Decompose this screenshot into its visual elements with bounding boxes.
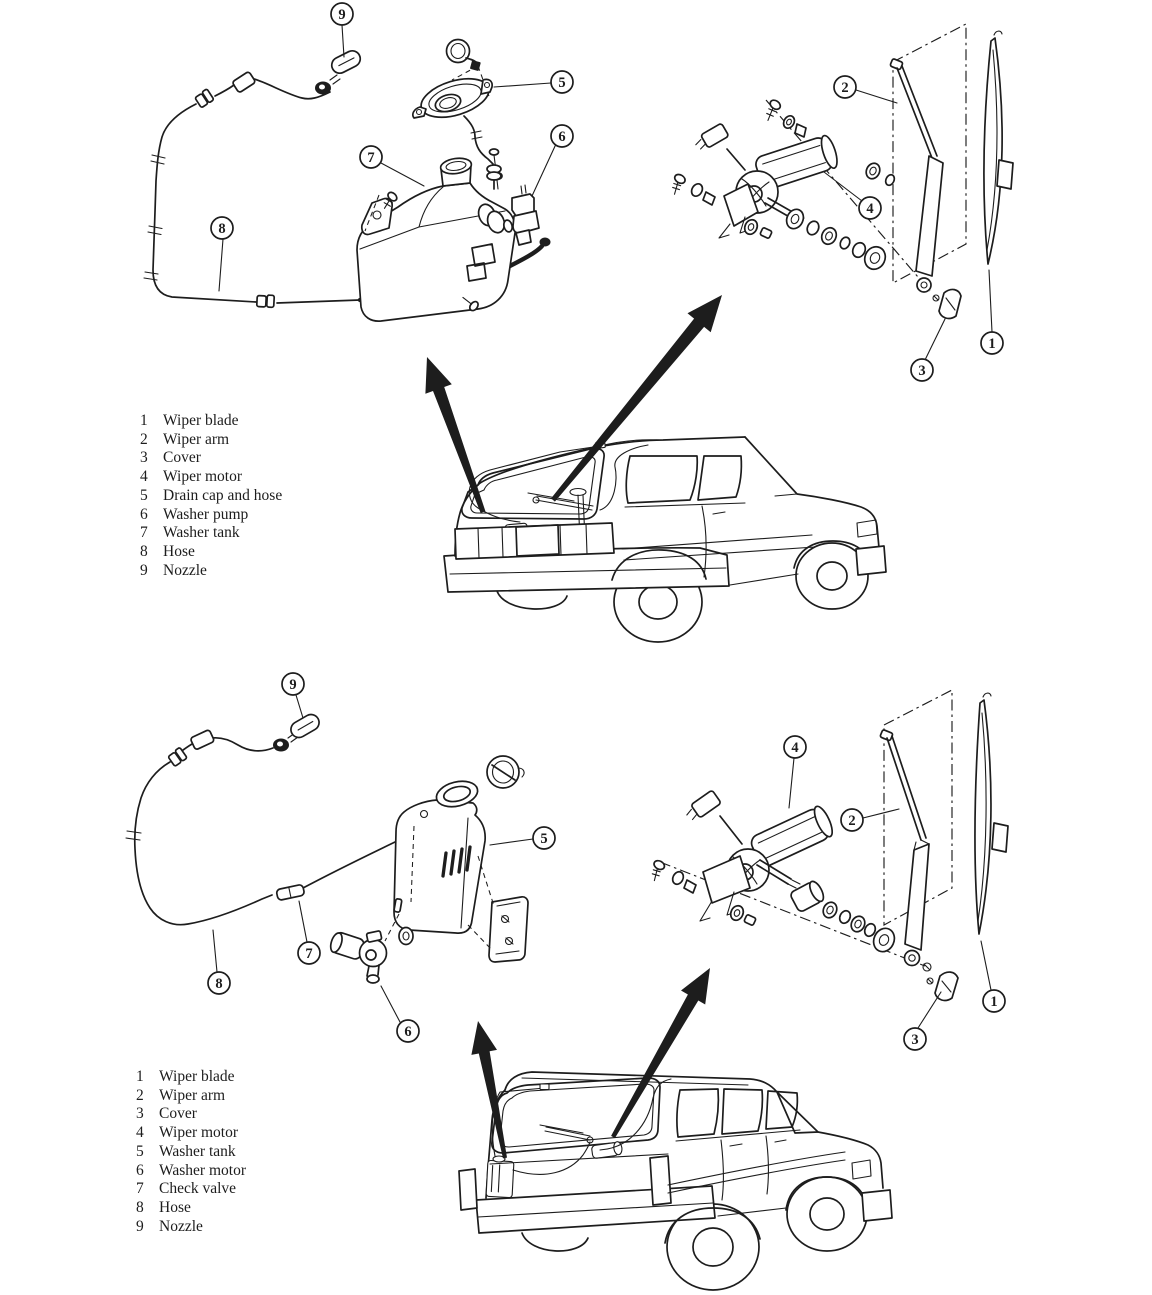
callout-1-hatchback	[981, 270, 1003, 354]
legend-item	[136, 1105, 246, 1124]
wiper-blade-part	[975, 693, 1008, 934]
legend-item	[136, 1068, 246, 1087]
legend-item-label: Wiper blade	[159, 1068, 235, 1085]
legend-item-label: Washer tank	[163, 524, 240, 542]
wiper-motor-part	[693, 123, 840, 238]
roof-line	[480, 437, 745, 483]
location-arrow-wiper	[611, 968, 710, 1138]
svg-text:8: 8	[218, 221, 226, 238]
legend-item-number: 3	[140, 449, 148, 467]
location-arrows-hatchback	[425, 295, 722, 513]
callout-2-hatchback	[834, 76, 897, 103]
nozzle-part	[315, 48, 363, 94]
legend-item-number: 9	[140, 561, 148, 579]
legend-item	[140, 487, 282, 506]
legend-hatchback	[140, 412, 282, 580]
svg-text:3: 3	[911, 1032, 919, 1049]
svg-text:7: 7	[367, 150, 375, 167]
rear-window	[492, 1078, 660, 1153]
svg-text:5: 5	[558, 75, 566, 92]
legend-item-label: Cover	[163, 449, 201, 467]
front-bumper	[862, 1190, 892, 1221]
callout-6-hatchback	[532, 125, 573, 196]
legend-item-label: Cover	[159, 1105, 197, 1123]
callout-4-wagon	[784, 736, 806, 808]
legend-item-number: 3	[136, 1105, 144, 1123]
legend-item-number: 9	[136, 1217, 144, 1235]
hose-part	[126, 729, 395, 924]
location-arrows-wagon	[471, 968, 710, 1158]
callout-7-hatchback	[360, 146, 424, 186]
legend-item	[136, 1087, 246, 1106]
washer-tank-assembly-hatchback	[144, 40, 551, 322]
hose-clamp	[126, 831, 141, 840]
callout-8-wagon	[208, 930, 230, 994]
check-valve-part	[276, 884, 305, 900]
callout-2-wagon	[841, 809, 899, 831]
legend-item	[140, 431, 282, 450]
wiper-assembly-wagon	[647, 690, 1008, 1000]
legend-item-number: 8	[136, 1198, 144, 1216]
legend-item-number: 1	[140, 412, 148, 429]
svg-text:1: 1	[990, 994, 998, 1011]
legend-item	[140, 524, 282, 543]
svg-text:7: 7	[305, 946, 313, 963]
wiper-arm-part	[890, 58, 943, 292]
legend-item-label: Wiper motor	[163, 468, 243, 486]
legend-item-label: Washer pump	[163, 505, 249, 523]
location-arrow-washer	[471, 1021, 507, 1158]
callout-7-wagon	[298, 901, 320, 964]
hatchback-car	[444, 437, 886, 642]
legend-item-label: Hose	[163, 542, 195, 560]
callout-3-hatchback	[911, 319, 945, 381]
location-arrow-washer	[425, 357, 485, 513]
legend-item-number: 1	[136, 1068, 144, 1085]
legend-item-number: 8	[140, 542, 148, 560]
legend-item-label: Nozzle	[159, 1217, 203, 1235]
legend-item-number: 7	[136, 1180, 144, 1198]
legend-item-number: 2	[140, 430, 148, 448]
wiper-assembly-hatchback	[667, 24, 1013, 318]
legend-item	[136, 1143, 246, 1162]
tank-cap-part	[487, 756, 524, 788]
cover-part	[933, 289, 961, 318]
svg-text:9: 9	[289, 677, 297, 694]
legend-item-label: Wiper arm	[163, 430, 230, 448]
legend-item	[136, 1162, 246, 1181]
legend-item-label: Check valve	[159, 1180, 237, 1198]
car-nozzle	[540, 1084, 549, 1090]
legend-item	[140, 562, 282, 581]
legend-item	[140, 412, 282, 431]
legend-item-number: 4	[136, 1124, 144, 1142]
svg-text:9: 9	[338, 7, 346, 24]
callout-8-hatchback	[211, 217, 233, 291]
mounting-hardware	[647, 859, 931, 971]
legend-item	[136, 1180, 246, 1199]
svg-text:4: 4	[791, 740, 799, 757]
legend-item-number: 7	[140, 524, 148, 542]
assembly-axis	[766, 100, 930, 291]
legend-item-number: 2	[136, 1086, 144, 1104]
nozzle-part	[273, 712, 322, 752]
connector-plug	[693, 123, 729, 152]
wiper-blade-part	[984, 31, 1013, 264]
washer-motor-part	[329, 931, 387, 983]
legend-item	[140, 506, 282, 525]
callout-9-hatchback	[331, 3, 353, 57]
license-garnish	[516, 525, 559, 556]
svg-text:6: 6	[558, 129, 566, 146]
legend-item-number: 6	[136, 1161, 144, 1179]
washer-tank-assembly-wagon	[126, 712, 528, 983]
legend-item-number: 5	[140, 486, 148, 504]
legend-wagon	[136, 1068, 246, 1236]
callout-1-wagon	[981, 941, 1005, 1012]
wagon-section	[126, 673, 1008, 1290]
wagon-car	[459, 1072, 892, 1290]
legend-item-label: Wiper motor	[159, 1124, 239, 1142]
legend-item	[136, 1199, 246, 1218]
front-bumper	[856, 546, 886, 575]
callout-3-wagon	[904, 992, 941, 1050]
legend-item	[140, 449, 282, 468]
callout-5-wagon	[490, 827, 555, 849]
legend-item-number: 4	[140, 468, 148, 486]
grommet	[399, 928, 413, 945]
legend-item	[136, 1218, 246, 1237]
side-windows	[625, 456, 745, 507]
svg-text:6: 6	[404, 1024, 412, 1041]
svg-text:2: 2	[848, 813, 856, 830]
callout-5-hatchback	[494, 71, 573, 93]
legend-item-number: 5	[136, 1142, 144, 1160]
legend-item-label: Wiper blade	[163, 412, 239, 429]
svg-text:4: 4	[866, 201, 874, 218]
svg-text:1: 1	[988, 336, 996, 353]
callout-9-wagon	[282, 673, 304, 718]
connector-plug	[683, 790, 721, 823]
legend-item	[140, 543, 282, 562]
washer-tank-part	[385, 777, 485, 941]
legend-item-number: 6	[140, 505, 148, 523]
legend-item-label: Hose	[159, 1198, 191, 1216]
svg-text:8: 8	[215, 976, 223, 993]
legend-item-label: Drain cap and hose	[163, 486, 283, 504]
legend-item	[140, 468, 282, 487]
taillight-band	[455, 523, 614, 559]
legend-item-label: Washer tank	[159, 1142, 236, 1160]
svg-text:3: 3	[918, 363, 926, 380]
legend-item-label: Washer motor	[159, 1161, 246, 1179]
svg-text:5: 5	[540, 831, 548, 848]
legend-item-label: Wiper arm	[159, 1086, 226, 1104]
svg-text:2: 2	[841, 80, 849, 97]
cover-part	[927, 972, 958, 1000]
legend-item-label: Nozzle	[163, 561, 207, 579]
callout-6-wagon	[381, 986, 419, 1042]
legend-item	[136, 1124, 246, 1143]
